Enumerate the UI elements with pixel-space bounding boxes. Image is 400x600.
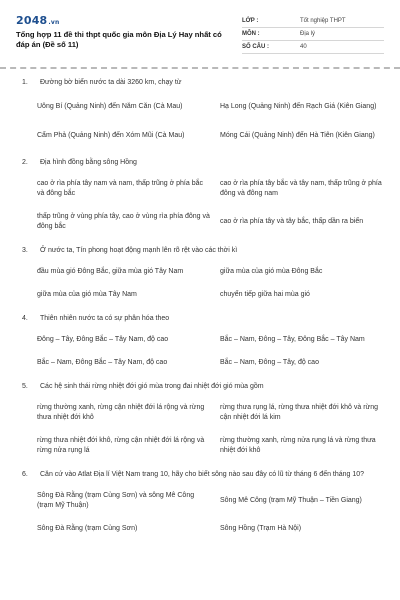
meta-value: Tốt nghiệp THPT (300, 18, 346, 24)
answer-option[interactable]: Bắc – Nam, Đông – Tây, độ cao (220, 359, 319, 366)
header-left (16, 14, 236, 50)
question-2 (22, 158, 384, 236)
answer-option[interactable]: Sông Đà Rằng (trạm Củng Sơn) và sông Mê Công (trạm Mỹ Thuận) (37, 492, 195, 509)
meta-label: MÔN : (242, 31, 260, 37)
answer-option[interactable]: Bắc – Nam, Đông – Tây, Đông Bắc – Tây Nam (220, 336, 365, 343)
answer-option[interactable]: đầu mùa gió Đông Bắc, giữa mùa gió Tây Nam (37, 268, 184, 275)
logo-suffix: .vn (48, 19, 60, 26)
question-number: 4. (22, 315, 28, 322)
question-text: Ở nước ta, Tín phong hoạt động mạnh lên rõ rệt vào các thời kì (40, 247, 238, 254)
logo-text: 2048 (16, 14, 48, 27)
page-title: Tổng hợp 11 đề thi thpt quốc gia môn Địa Lý Hay nhất có đáp án (Đề số 11) (16, 30, 222, 49)
question-6 (22, 470, 384, 538)
answer-option[interactable]: cao ở rìa phía tây bắc và tây nam, thấp trũng ở phía đông và đông nam (220, 180, 382, 197)
answer-option[interactable]: Sông Hồng (Trạm Hà Nội) (220, 525, 302, 532)
answer-option[interactable]: Sông Mê Công (trạm Mỹ Thuận – Tiền Giang) (220, 497, 362, 504)
meta-table (242, 15, 384, 54)
question-5 (22, 382, 384, 460)
question-list (22, 78, 384, 548)
answer-option[interactable]: Hạ Long (Quảng Ninh) đến Rạch Giá (Kiên Giang) (220, 103, 377, 110)
question-text: Thiên nhiên nước ta có sự phân hóa theo (40, 315, 170, 322)
meta-label: SỐ CÂU : (242, 44, 269, 50)
answer-option[interactable]: Cẩm Phả (Quảng Ninh) đến Xóm Mũi (Cà Mau) (37, 132, 185, 139)
answer-option[interactable]: giữa mùa của gió mùa Tây Nam (37, 291, 137, 298)
question-number: 1. (22, 79, 28, 86)
meta-row-count (242, 41, 384, 54)
question-text: Các hệ sinh thái rừng nhiệt đới gió mùa trong đai nhiệt đới gió mùa gồm (40, 383, 264, 390)
site-logo[interactable] (16, 14, 236, 27)
answer-option[interactable]: thấp trũng ở vùng phía tây, cao ở vùng rìa phía đông và đông bắc (37, 213, 210, 230)
question-number: 3. (22, 247, 28, 254)
question-3 (22, 246, 384, 304)
answer-option[interactable]: rừng thường xanh, rừng nửa rụng lá và rừng thưa nhiệt đới khô (220, 437, 376, 454)
meta-value: Địa lý (300, 31, 316, 37)
question-1 (22, 78, 384, 148)
meta-row-class (242, 15, 384, 28)
answer-option[interactable]: rừng thưa rụng lá, rừng thưa nhiệt đới khô và rừng cận nhiệt đới lá kim (220, 404, 378, 421)
question-text: Căn cứ vào Atlat Địa lí Việt Nam trang 10, hãy cho biết sông nào sau đây có lũ từ tháng 6 đến tháng 10? (40, 471, 365, 478)
answer-option[interactable]: giữa mùa của gió mùa Đông Bắc (220, 268, 323, 275)
dashed-divider (0, 67, 400, 69)
answer-option[interactable]: cao ở rìa phía tây nam và nam, thấp trũng ở phía bắc và đông bắc (37, 180, 203, 197)
question-number: 5. (22, 383, 28, 390)
answer-option[interactable]: rừng thường xanh, rừng cận nhiệt đới lá rộng và rừng thưa nhiệt đới khô (37, 404, 205, 421)
answer-option[interactable]: Sông Đà Rằng (trạm Củng Sơn) (37, 525, 138, 532)
question-number: 2. (22, 159, 28, 166)
answer-option[interactable]: cao ở rìa phía tây và tây bắc, thấp dần ra biển (220, 218, 364, 225)
answer-option[interactable]: Bắc – Nam, Đông Bắc – Tây Nam, độ cao (37, 359, 168, 366)
question-text: Địa hình đồng bằng sông Hồng (40, 159, 137, 166)
header (16, 14, 384, 66)
meta-label: LỚP : (242, 18, 259, 24)
answer-option[interactable]: Đông – Tây, Đông Bắc – Tây Nam, độ cao (37, 336, 169, 343)
answer-option[interactable]: rừng thưa nhiệt đới khô, rừng cận nhiệt đới lá rộng và rừng nửa rụng lá (37, 437, 205, 454)
answer-option[interactable]: chuyển tiếp giữa hai mùa gió (220, 291, 310, 298)
question-text: Đường bờ biển nước ta dài 3260 km, chạy từ (40, 79, 182, 86)
answer-option[interactable]: Móng Cái (Quảng Ninh) đến Hà Tiên (Kiên Giang) (220, 132, 375, 139)
answer-option[interactable]: Uông Bí (Quảng Ninh) đến Năm Căn (Cà Mau) (37, 103, 183, 110)
meta-row-subject (242, 28, 384, 41)
meta-value: 40 (300, 44, 307, 50)
question-number: 6. (22, 471, 28, 478)
question-4 (22, 314, 384, 372)
